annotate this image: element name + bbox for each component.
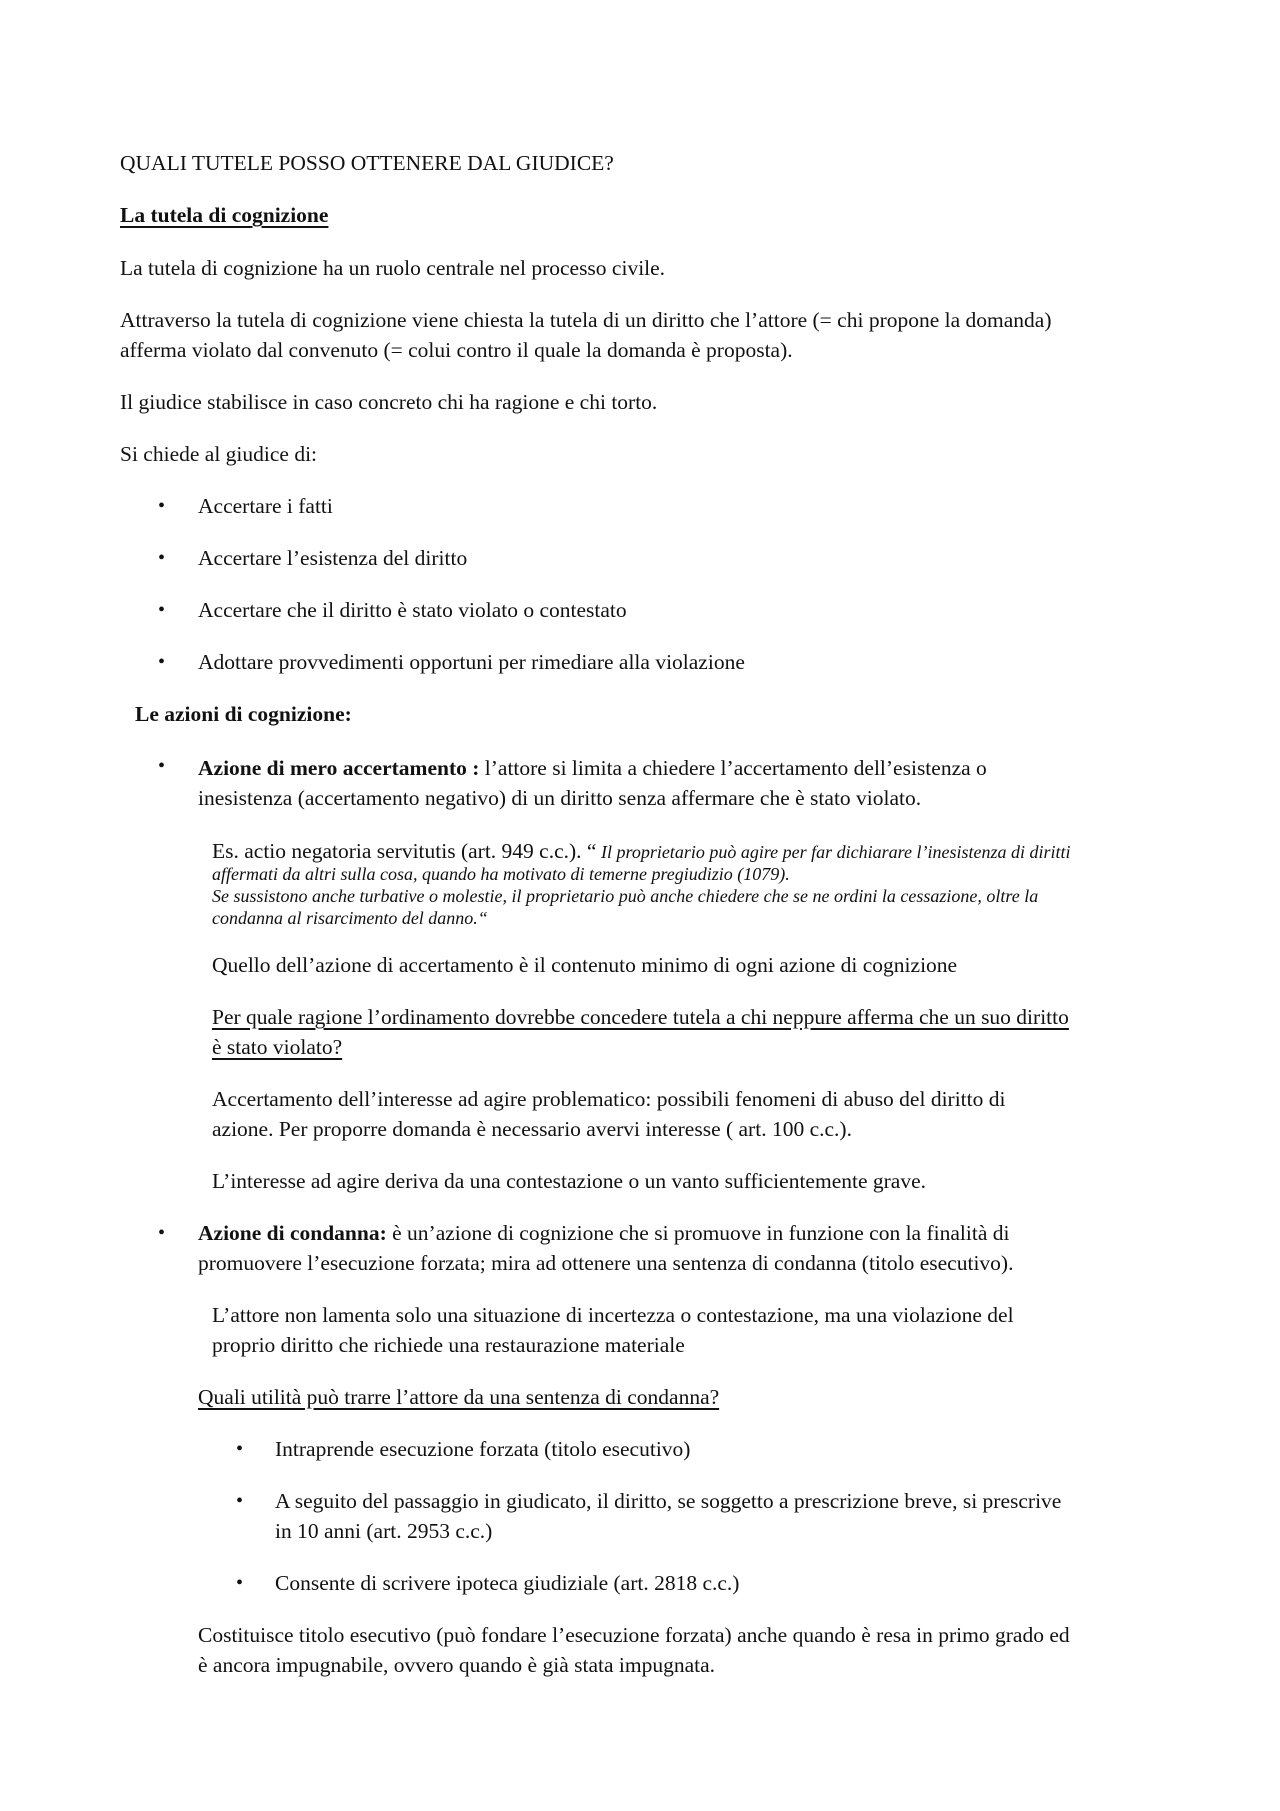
complaint-line-1: L’attore non lamenta solo una situazione di incertezza o contestazione, ma una violazione del bbox=[212, 1303, 1014, 1327]
intro-paragraph-4: Si chiede al giudice di: bbox=[120, 442, 318, 466]
minimum-content: Quello dell’azione di accertamento è il contenuto minimo di ogni azione di cognizione bbox=[212, 953, 958, 977]
utility-item: Consente di scrivere ipoteca giudiziale (art. 2818 c.c.) bbox=[275, 1571, 740, 1595]
bullet-icon: • bbox=[236, 1572, 244, 1594]
complaint-line-2: proprio diritto che richiede una restaurazione materiale bbox=[212, 1333, 685, 1357]
mero-accertamento-text: l’attore si limita a chiedere l’accertamento dell’esistenza o bbox=[479, 756, 987, 780]
quote-line-1: Il proprietario può agire per far dichiarare l’inesistenza di diritti bbox=[596, 842, 1071, 862]
document-title: QUALI TUTELE POSSO OTTENERE DAL GIUDICE? bbox=[120, 151, 614, 175]
bullet-icon: • bbox=[158, 599, 166, 621]
intro-paragraph-1: La tutela di cognizione ha un ruolo centrale nel processo civile. bbox=[120, 256, 666, 280]
intro-paragraph-2-line-1: Attraverso la tutela di cognizione viene chiesta la tutela di un diritto che l’attore (= chi propone la domanda) bbox=[120, 308, 1052, 332]
bullet-icon: • bbox=[158, 651, 166, 673]
utility-item: A seguito del passaggio in giudicato, il diritto, se soggetto a prescrizione breve, si prescrive bbox=[275, 1489, 1062, 1513]
bullet-icon: • bbox=[236, 1490, 244, 1512]
interest-line-2: azione. Per proporre domanda è necessario avervi interesse ( art. 100 c.c.). bbox=[212, 1117, 852, 1141]
question-line-1: Per quale ragione l’ordinamento dovrebbe concedere tutela a chi neppure afferma che un suo diritto bbox=[212, 1005, 1069, 1029]
titolo-esecutivo-line-2: è ancora impugnabile, ovvero quando è già stata impugnata. bbox=[198, 1653, 716, 1677]
quote-line-2: affermati da altri sulla cosa, quando ha motivato di temerne pregiudizio (1079). bbox=[212, 864, 790, 884]
actions-heading: Le azioni di cognizione: bbox=[135, 702, 352, 726]
quote-line-4: condanna al risarcimento del danno.“ bbox=[212, 908, 488, 928]
interest-line-1: Accertamento dell’interesse ad agire problematico: possibili fenomeni di abuso del diritto di bbox=[212, 1087, 1006, 1111]
interest-source: L’interesse ad agire deriva da una contestazione o un vanto sufficientemente grave. bbox=[212, 1169, 926, 1193]
intro-paragraph-3: Il giudice stabilisce in caso concreto chi ha ragione e chi torto. bbox=[120, 390, 658, 414]
bullet-icon: • bbox=[158, 755, 166, 777]
bullet-icon: • bbox=[158, 547, 166, 569]
titolo-esecutivo-line-1: Costituisce titolo esecutivo (può fondare l’esecuzione forzata) anche quando è resa in primo grado ed bbox=[198, 1623, 1070, 1647]
request-item: Accertare l’esistenza del diritto bbox=[198, 546, 468, 570]
question-line-2: è stato violato? bbox=[212, 1035, 343, 1059]
mero-accertamento-line-2: inesistenza (accertamento negativo) di un diritto senza affermare che è stato violato. bbox=[198, 786, 922, 810]
utility-item: Intraprende esecuzione forzata (titolo esecutivo) bbox=[275, 1437, 691, 1461]
example-line-1 bbox=[212, 836, 1070, 866]
request-item: Adottare provvedimenti opportuni per rimediare alla violazione bbox=[198, 650, 745, 674]
condanna-label: Azione di condanna: bbox=[198, 1221, 387, 1245]
intro-paragraph-2-line-2: afferma violato dal convenuto (= colui contro il quale la domanda è proposta). bbox=[120, 338, 793, 362]
request-item: Accertare i fatti bbox=[198, 494, 333, 518]
condanna-line-2: promuovere l’esecuzione forzata; mira ad ottenere una sentenza di condanna (titolo esecutivo). bbox=[198, 1251, 1014, 1275]
condanna-question: Quali utilità può trarre l’attore da una sentenza di condanna? bbox=[198, 1385, 720, 1409]
request-item: Accertare che il diritto è stato violato o contestato bbox=[198, 598, 627, 622]
example-prefix: Es. actio negatoria servitutis (art. 949 c.c.). “ bbox=[212, 839, 597, 863]
bullet-icon: • bbox=[158, 495, 166, 517]
section-heading: La tutela di cognizione bbox=[120, 203, 329, 227]
bullet-icon: • bbox=[158, 1222, 166, 1244]
mero-accertamento-label: Azione di mero accertamento : bbox=[198, 756, 480, 780]
mero-accertamento-line-1 bbox=[198, 753, 987, 783]
utility-item-line-2: in 10 anni (art. 2953 c.c.) bbox=[275, 1519, 493, 1543]
condanna-text: è un’azione di cognizione che si promuove in funzione con la finalità di bbox=[386, 1221, 1010, 1245]
quote-line-3: Se sussistono anche turbative o molestie, il proprietario può anche chiedere che se ne ordini la cessazione, oltre la bbox=[212, 886, 1039, 906]
condanna-line-1 bbox=[198, 1218, 1009, 1248]
bullet-icon: • bbox=[236, 1438, 244, 1460]
